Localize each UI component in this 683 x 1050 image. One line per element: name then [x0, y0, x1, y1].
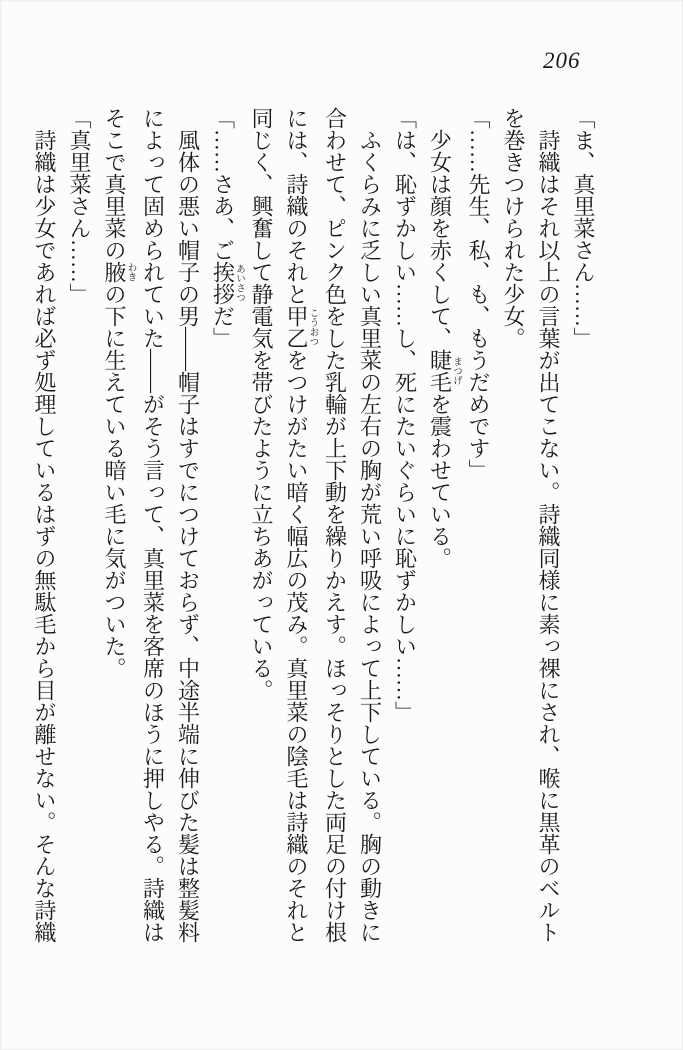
text-block: [27, 107, 601, 949]
text-line: 「……先生、私、も、もうだめです」: [466, 107, 491, 481]
furigana-ruby: 睫毛まつげ: [427, 349, 461, 393]
furigana-ruby: 甲乙こうおつ: [284, 305, 318, 349]
text-line: 詩織はそれ以上の言葉が出てこない。詩織同様に素っ裸にされ、喉に黒革のベルト: [536, 129, 561, 943]
text-line: 同じく、興奮して静電気を帯びたように立ちあがっている。: [249, 107, 274, 701]
text-line: には、詩織のそれと甲乙こうおつをつけがたい暗く幅広の茂み。真里菜の陰毛は詩織のそれと: [284, 107, 318, 943]
text-line: そこで真里菜の腋わきの下に生えている暗い毛に気がついた。: [102, 107, 136, 679]
text-line: 少女は顔を赤くして、睫毛まつげを震わせている。: [427, 129, 461, 569]
page-number: 206: [543, 48, 581, 73]
furigana-ruby: 腋わき: [102, 261, 136, 283]
text-line: 「は、恥ずかしい……し、死にたいぐらいに恥ずかしい……」: [392, 107, 418, 723]
text-line: 風体の悪い帽子の男――帽子はすでにつけておらず、中途半端に伸びた髪は整髪料: [175, 129, 201, 943]
text-line: によって固められていた――がそう言って、真里菜を客席のほうに押しやる。詩織は: [140, 107, 166, 943]
text-line: ふくらみに乏しい真里菜の左右の胸が荒い呼吸によって上下している。胸の動きに: [357, 129, 383, 943]
text-line: 「真里菜さん……」: [67, 107, 92, 305]
text-line: 「ま、真里菜さん……」: [571, 107, 596, 349]
text-line: 合わせて、ピンク色をした乳輪が上下動を繰りかえす。ほっそりとした両足の付け根: [322, 107, 348, 943]
text-line: を巻きつけられた少女。: [501, 107, 526, 349]
text-line: 「……さあ、ご挨拶あいさつだ」: [210, 107, 244, 349]
text-line: 詩織は少女であれば必ず処理しているはずの無駄毛から目が離せない。そんな詩織: [32, 129, 57, 943]
furigana-ruby: 挨拶あいさつ: [210, 261, 244, 305]
